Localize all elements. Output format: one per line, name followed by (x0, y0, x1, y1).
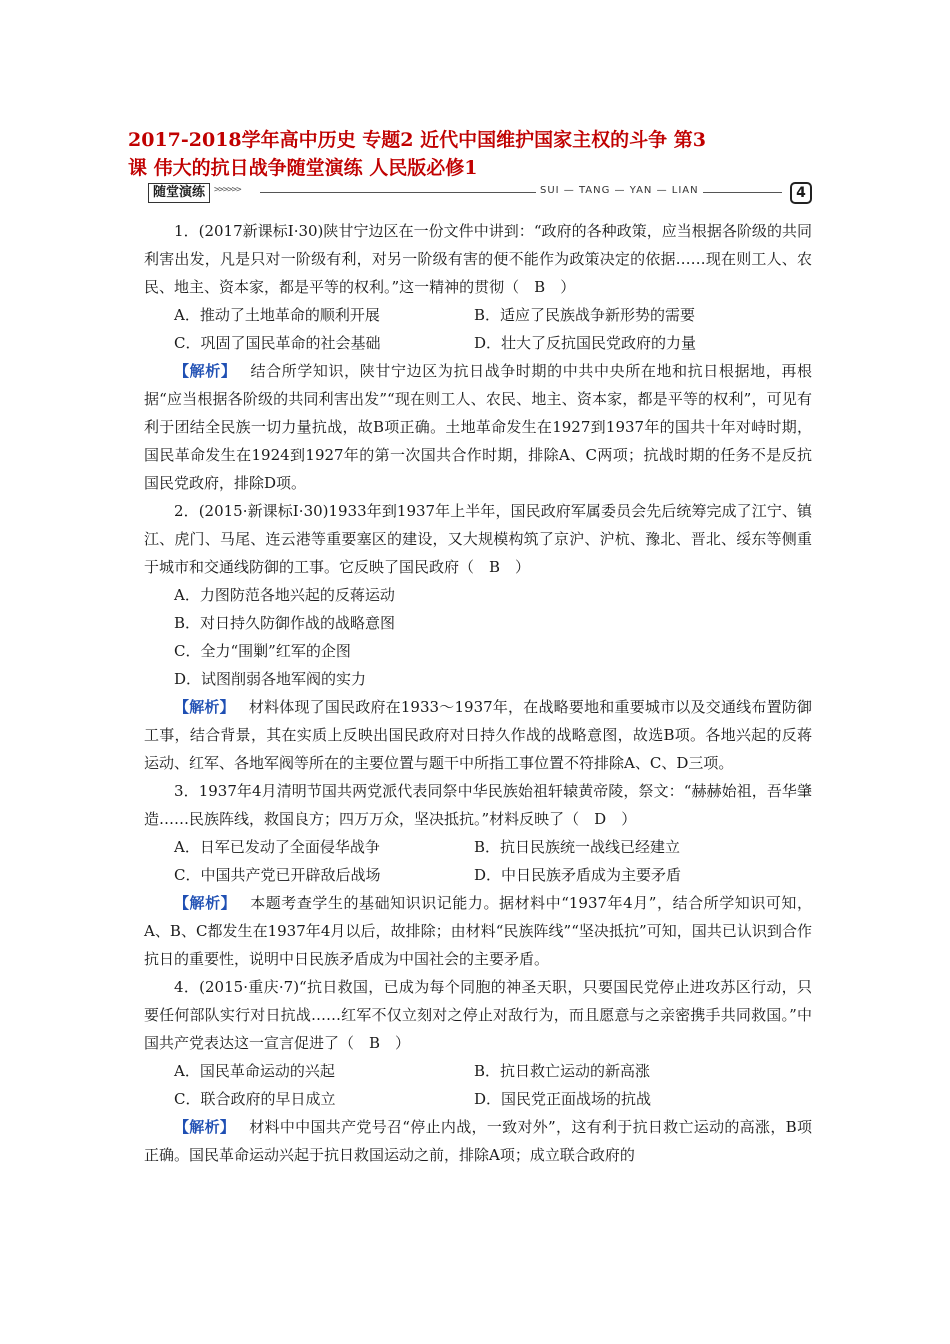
option: A．日军已发动了全面侵华战争 (174, 838, 380, 856)
section-pinyin: SUI — TANG — YAN — LIAN (536, 185, 703, 196)
section-header (148, 182, 812, 204)
analysis-tag: 【解析】 (174, 698, 235, 716)
analysis-paragraph (144, 889, 812, 973)
analysis-paragraph (144, 693, 812, 777)
option: B．对日持久防御作战的战略意图 (174, 614, 396, 632)
analysis-text: 材料体现了国民政府在1933～1937年，在战略要地和重要城市以及交通线布置防御工事，结合背景，其在实质上反映出国民政府对日持久作战的战略意图，故选B项。各地兴起的反蒋运动、红军、各地军阀等所在的主要位置与题干中所指工事位置不符排除A、C、D三项。 (144, 698, 812, 772)
option: C．联合政府的早日成立 (174, 1090, 336, 1108)
question-stem: 4．(2015·重庆·7)“抗日救国，已成为每个同胞的神圣天职，只要国民党停止进攻苏区行动，只要任何部队实行对日抗战……红军不仅立刻对之停止对敌行为，而且愿意与之亲密携手共同救国。”中国共产党表达这一宣言促进了（ B ） (144, 978, 812, 1052)
analysis-tag: 【解析】 (174, 362, 237, 380)
option-row (144, 833, 812, 861)
option: B．适应了民族战争新形势的需要 (474, 306, 696, 324)
option-row (144, 1057, 812, 1085)
title-line-1: 2017-2018学年高中历史 专题2 近代中国维护国家主权的斗争 第3 (128, 129, 706, 151)
option-row (144, 301, 812, 329)
option-row (144, 1085, 812, 1113)
option: C．全力“围剿”红军的企图 (174, 642, 351, 660)
option-row (144, 861, 812, 889)
option: D．试图削弱各地军阀的实力 (174, 670, 367, 688)
question-stem: 1．(2017新课标Ⅰ·30)陕甘宁边区在一份文件中讲到：“政府的各种政策，应当根据各阶级的共同利害出发，凡是只对一阶级有利，对另一阶级有害的便不能作为政策决定的依据……现在则工人、农民、地主、资本家，都是平等的权利。”这一精神的贯彻（ B ） (144, 222, 812, 296)
section-number-badge: 4 (790, 182, 812, 204)
section-label: 随堂演练 (148, 183, 210, 203)
option: C．中国共产党已开辟敌后战场 (174, 866, 381, 884)
analysis-paragraph (144, 357, 812, 497)
option: A．力图防范各地兴起的反蒋运动 (174, 586, 395, 604)
analysis-paragraph (144, 1113, 812, 1169)
option-row (144, 329, 812, 357)
question-stem: 2．(2015·新课标Ⅰ·30)1933年到1937年上半年，国民政府军属委员会先后统筹完成了江宁、镇江、虎门、马尾、连云港等重要塞区的建设，又大规模构筑了京沪、沪杭、豫北、晋北、绥东等侧重于城市和交通线防御的工事。它反映了国民政府（ B ） (144, 502, 812, 576)
section-rule (260, 192, 782, 193)
title-line-2: 课 伟大的抗日战争随堂演练 人民版必修1 (128, 157, 478, 179)
question-list (144, 217, 812, 1169)
analysis-tag: 【解析】 (174, 894, 237, 912)
question-stem: 3．1937年4月清明节国共两党派代表同祭中华民族始祖轩辕黄帝陵，祭文：“赫赫始祖，吾华肇造……民族阵线，救国良方；四万万众，坚决抵抗。”材料反映了（ D ） (144, 782, 812, 828)
option: A．推动了土地革命的顺利开展 (174, 306, 380, 324)
option: B．抗日救亡运动的新高涨 (474, 1062, 651, 1080)
option: C．巩固了国民革命的社会基础 (174, 334, 381, 352)
option: D．中日民族矛盾成为主要矛盾 (474, 866, 682, 884)
analysis-tag: 【解析】 (174, 1118, 236, 1136)
analysis-text: 本题考查学生的基础知识识记能力。据材料中“1937年4月”，结合所学知识可知，A、B、C都发生在1937年4月以后，故排除；由材料“民族阵线”“坚决抵抗”可知，国共已认识到合作抗日的重要性，说明中日民族矛盾成为中国社会的主要矛盾。 (144, 894, 812, 968)
option: D．国民党正面战场的抗战 (474, 1090, 652, 1108)
option: B．抗日民族统一战线已经建立 (474, 838, 681, 856)
analysis-text: 材料中中国共产党号召“停止内战，一致对外”，这有利于抗日救亡运动的高涨，B项正确。国民革命运动兴起于抗日救国运动之前，排除A项；成立联合政府的 (144, 1118, 812, 1164)
document-title (128, 126, 828, 182)
option: D．壮大了反抗国民党政府的力量 (474, 334, 697, 352)
section-arrows: >>>>>> (214, 185, 241, 195)
analysis-text: 结合所学知识，陕甘宁边区为抗日战争时期的中共中央所在地和抗日根据地，再根据“应当根据各阶级的共同利害出发”“现在则工人、农民、地主、资本家，都是平等的权利”，可见有利于团结全民族一切力量抗战，故B项正确。土地革命发生在1927到1937年的国共十年对峙时期，国民革命发生在1924到1927年的第一次国共合作时期，排除A、C两项；抗战时期的任务不是反抗国民党政府，排除D项。 (144, 362, 812, 492)
option: A．国民革命运动的兴起 (174, 1062, 335, 1080)
